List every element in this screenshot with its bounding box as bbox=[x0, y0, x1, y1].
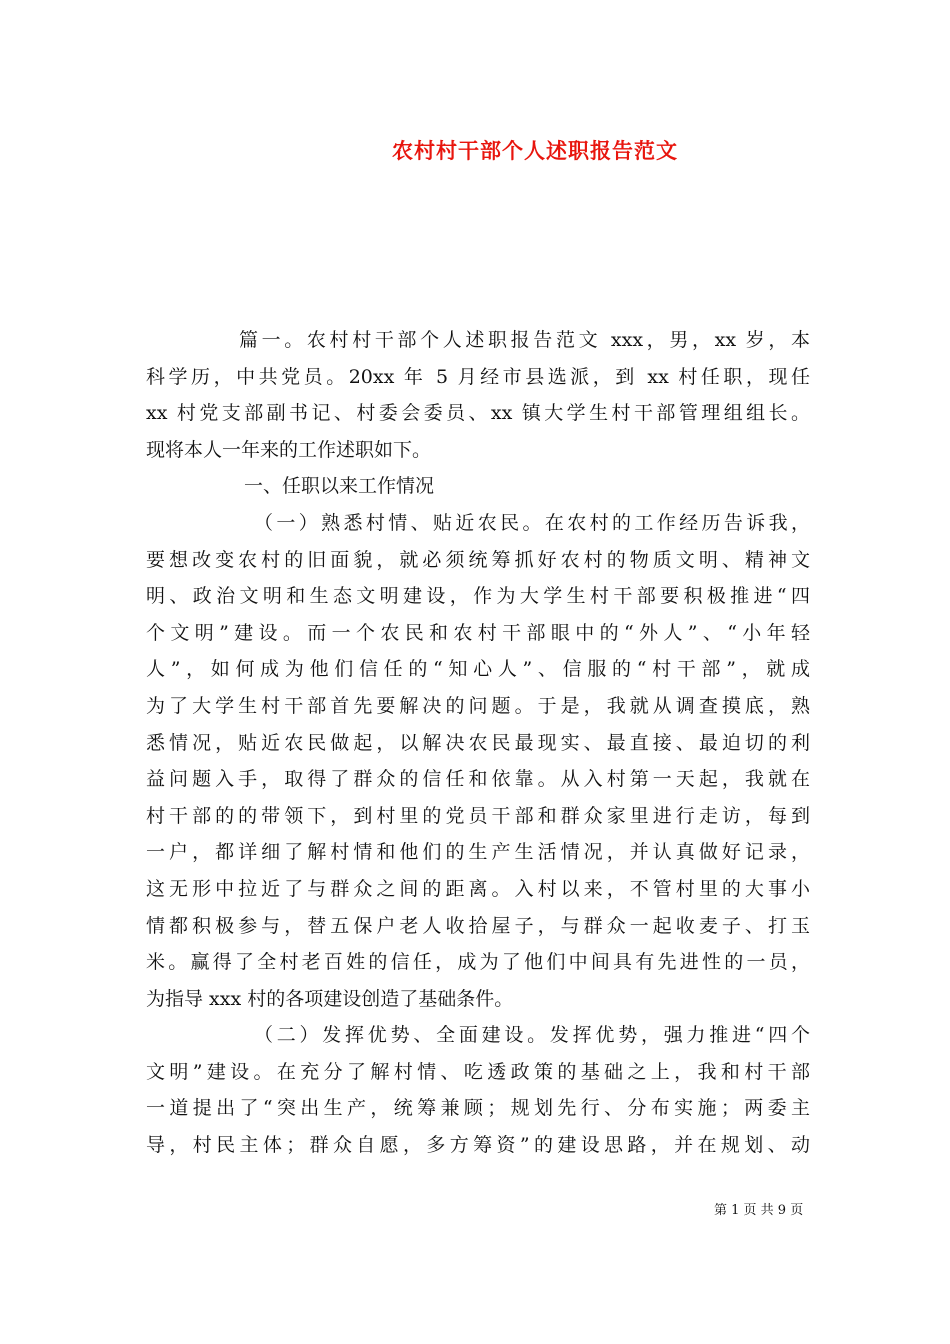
text-line: 益问题入手，取得了群众的信任和依靠。从入村第一天起，我就在 bbox=[146, 768, 810, 791]
text-line: 为了大学生村干部首先要解决的问题。于是，我就从调查摸底，熟 bbox=[146, 694, 810, 717]
text-line: 米。赢得了全村老百姓的信任，成为了他们中间具有先进性的一员， bbox=[146, 951, 810, 974]
text-line: 明、政治文明和生态文明建设，作为大学生村干部要积极推进“四 bbox=[146, 585, 810, 608]
text-line: 个文明”建设。而一个农民和农村干部眼中的“外人”、“小年轻 bbox=[146, 621, 810, 644]
text-line: 导，村民主体；群众自愿，多方筹资”的建设思路，并在规划、动 bbox=[146, 1134, 810, 1157]
section-heading: 一、任职以来工作情况 bbox=[244, 475, 435, 498]
text-line: 这无形中拉近了与群众之间的距离。入村以来，不管村里的大事小 bbox=[146, 877, 810, 900]
text-line: 悉情况，贴近农民做起，以解决农民最现实、最直接、最迫切的利 bbox=[146, 731, 810, 754]
page-number: 第 1 页 共 9 页 bbox=[714, 1203, 804, 1218]
text-line: 科学历，中共党员。20xx 年 5 月经市县选派，到 xx 村任职，现任 bbox=[146, 365, 810, 388]
text-line: 为指导 xxx 村的各项建设创造了基础条件。 bbox=[146, 987, 514, 1010]
text-line: 一户，都详细了解村情和他们的生产生活情况，并认真做好记录， bbox=[146, 841, 810, 864]
text-line: 文明”建设。在充分了解村情、吃透政策的基础之上，我和村干部 bbox=[146, 1060, 810, 1083]
text-line: 人”，如何成为他们信任的“知心人”、信服的“村干部”，就成 bbox=[146, 658, 810, 681]
text-line: 情都积极参与，替五保户老人收拾屋子，与群众一起收麦子、打玉 bbox=[146, 914, 810, 937]
text-line: （一）熟悉村情、贴近农民。在农村的工作经历告诉我， bbox=[254, 511, 810, 534]
page-title: 农村村干部个人述职报告范文 bbox=[392, 138, 678, 163]
text-line: （二）发挥优势、全面建设。发挥优势，强力推进“四个 bbox=[254, 1024, 810, 1047]
text-line: 现将本人一年来的工作述职如下。 bbox=[146, 438, 432, 461]
document-body bbox=[146, 322, 810, 1164]
text-line: xx 村党支部副书记、村委会委员、xx 镇大学生村干部管理组组长。 bbox=[146, 402, 810, 425]
text-line: 要想改变农村的旧面貌，就必须统筹抓好农村的物质文明、精神文 bbox=[146, 548, 810, 571]
text-line: 一道提出了“突出生产，统筹兼顾；规划先行、分布实施；两委主 bbox=[146, 1097, 810, 1120]
text-line: 村干部的的带领下，到村里的党员干部和群众家里进行走访，每到 bbox=[146, 804, 810, 827]
text-line: 篇一。农村村干部个人述职报告范文 xxx，男，xx 岁，本 bbox=[239, 329, 810, 351]
